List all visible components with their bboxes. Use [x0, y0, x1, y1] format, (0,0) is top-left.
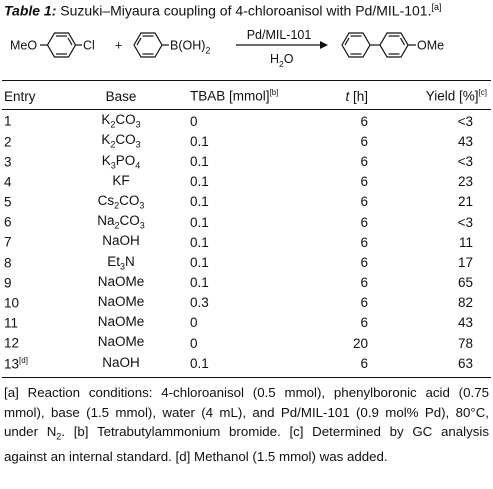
- solvent-label: [270, 52, 294, 69]
- base-subscript-1: 3: [110, 160, 116, 171]
- header-time: [308, 81, 368, 111]
- cell-entry: [0, 212, 66, 232]
- entry-number: 4: [4, 174, 12, 190]
- table-bottom-rule: [2, 377, 491, 378]
- product-ome-label: OMe: [417, 38, 445, 53]
- footnote-a-end: .: [61, 424, 74, 439]
- base-part-1: K: [101, 152, 111, 168]
- footnote-a-subscript: 2: [56, 431, 62, 442]
- table-row: [0, 192, 493, 212]
- cell-base: [66, 252, 176, 272]
- entry-number: 5: [4, 194, 12, 210]
- footnote-d-mark: [d]: [175, 449, 191, 465]
- base-part-1: NaOMe: [97, 273, 145, 289]
- catalyst-label: Pd/MIL-101: [246, 28, 312, 42]
- solvent-o: O: [283, 52, 294, 66]
- arrow-head-icon: [320, 41, 328, 49]
- base-part-1: NaOH: [102, 233, 140, 249]
- base-part-1: K: [101, 112, 111, 128]
- reactant2-boron-label: [170, 39, 210, 56]
- footnote-b-mark: [b]: [73, 424, 89, 439]
- solvent-subscript: 2: [279, 59, 284, 69]
- base-subscript-2: 4: [135, 160, 141, 171]
- cell-base: [66, 212, 176, 232]
- cell-entry: [0, 313, 66, 333]
- footnote-b-text: Tetrabutylammonium bromide.: [88, 424, 290, 439]
- cell-base: [66, 172, 176, 192]
- table-row: [0, 333, 493, 353]
- reactant1-meo-label: MeO: [10, 38, 38, 53]
- boronic-acid-text: B(OH): [170, 38, 206, 53]
- cell-tbab: 0.1: [190, 234, 209, 250]
- cell-tbab: 0.1: [190, 275, 209, 291]
- results-table: [0, 81, 493, 373]
- entry-footnote-mark: [d]: [19, 355, 28, 365]
- base-part-2: CO: [119, 213, 140, 229]
- cell-tbab: 0.1: [190, 153, 209, 169]
- cell-yield: 11: [458, 234, 473, 250]
- table-header-row: [0, 81, 493, 111]
- cell-entry: [0, 273, 66, 293]
- cell-entry: [0, 293, 66, 313]
- entry-number: 13: [4, 356, 20, 372]
- footnote-a-mark: [a]: [4, 385, 19, 400]
- base-subscript-2: 3: [139, 220, 145, 231]
- benzene-ring-reactant1: [48, 33, 76, 57]
- base-part-1: KF: [112, 172, 130, 188]
- cell-tbab: 0.3: [190, 295, 209, 311]
- cell-time: 6: [360, 234, 368, 250]
- cell-time: 6: [360, 174, 368, 190]
- table-row: [0, 273, 493, 293]
- cell-time: 6: [360, 254, 368, 270]
- cell-base: [66, 273, 176, 293]
- entry-number: 6: [4, 214, 12, 230]
- header-yield: [368, 81, 493, 111]
- base-part-1: K: [101, 132, 111, 148]
- benzene-ring-product-1: [342, 33, 370, 57]
- cell-time: 6: [360, 295, 368, 311]
- header-entry: Entry: [4, 88, 36, 104]
- entry-number: 9: [4, 275, 12, 291]
- cell-yield: 43: [457, 133, 473, 149]
- footnote-d-text: Methanol (1.5 mmol) was added.: [190, 449, 388, 465]
- entry-number: 8: [4, 255, 12, 271]
- cell-time: 20: [352, 335, 368, 351]
- table-row: [0, 313, 493, 333]
- entry-number: 1: [4, 113, 12, 129]
- header-base: Base: [105, 88, 137, 104]
- table-row: [0, 131, 493, 151]
- caption-label: Table 1:: [4, 2, 57, 19]
- cell-time: 6: [360, 113, 368, 129]
- cell-base: [66, 131, 176, 151]
- boronic-acid-subscript: 2: [205, 45, 211, 56]
- cell-base: [66, 313, 176, 333]
- cell-time: 6: [360, 214, 368, 230]
- table-row: [0, 293, 493, 313]
- footnote-c-mark: [c]: [289, 424, 304, 439]
- cell-tbab: 0.1: [190, 133, 209, 149]
- table-row: [0, 172, 493, 192]
- cell-tbab: 0: [190, 315, 198, 331]
- base-subscript-1: 2: [110, 119, 116, 130]
- table-row: [0, 232, 493, 252]
- cell-base: [66, 232, 176, 252]
- base-subscript-1: 2: [110, 140, 116, 151]
- cell-entry: [0, 131, 66, 151]
- cell-yield: 23: [457, 174, 473, 190]
- entry-number: 7: [4, 234, 12, 250]
- base-subscript-1: 2: [114, 220, 120, 231]
- table-body: [0, 111, 493, 373]
- base-part-1: Et: [107, 253, 120, 269]
- base-part-1: Na: [97, 213, 115, 229]
- base-part-2: CO: [119, 193, 140, 208]
- base-part-1: NaOMe: [97, 293, 145, 309]
- benzene-ring-product-2: [380, 33, 408, 57]
- header-time-variable: t: [345, 88, 350, 104]
- cell-yield: 65: [457, 275, 473, 291]
- cell-yield: 43: [457, 315, 473, 331]
- base-part-1: NaOMe: [97, 334, 145, 350]
- cell-yield: 82: [457, 295, 473, 311]
- cell-entry: [0, 333, 66, 353]
- base-part-2: PO: [115, 152, 136, 168]
- table-caption: [4, 2, 442, 19]
- cell-base: [66, 293, 176, 313]
- entry-number: 11: [4, 315, 19, 331]
- entry-number: 10: [4, 295, 20, 311]
- cell-base: [66, 353, 176, 373]
- cell-time: 6: [360, 315, 368, 331]
- header-time-unit: [h]: [349, 88, 368, 104]
- cell-entry: [0, 172, 66, 192]
- base-subscript-2: 3: [135, 119, 141, 130]
- cell-entry: [0, 111, 66, 131]
- cell-base: [66, 111, 176, 131]
- table-footnotes: [4, 383, 489, 467]
- footnote-c-text: Determined by GC analysis against an internal standard.: [4, 424, 489, 465]
- header-yield-text: Yield [%]: [425, 88, 479, 104]
- cell-tbab: 0.1: [190, 194, 209, 210]
- entry-number: 12: [4, 335, 20, 351]
- benzene-ring-reactant2: [134, 33, 162, 57]
- table-row: [0, 252, 493, 272]
- reaction-scheme: [0, 24, 493, 80]
- cell-base: [66, 192, 176, 212]
- cell-yield: 63: [457, 355, 473, 371]
- table-row: [0, 212, 493, 232]
- plus-sign: +: [115, 38, 123, 53]
- cell-tbab: 0.1: [190, 254, 209, 270]
- cell-yield: 21: [457, 194, 473, 210]
- header-tbab-text: TBAB [mmol]: [190, 88, 270, 104]
- cell-time: 6: [360, 275, 368, 291]
- cell-yield: 78: [457, 335, 473, 351]
- base-subscript-1: 3: [120, 261, 126, 272]
- base-part-2: CO: [115, 132, 136, 148]
- cell-base: [66, 151, 176, 171]
- table-row: [0, 111, 493, 131]
- base-subscript-2: 3: [135, 140, 141, 151]
- base-part-2: N: [125, 253, 135, 269]
- base-part-2: CO: [115, 112, 136, 128]
- caption-footnote-mark: [a]: [431, 2, 442, 12]
- cell-entry: [0, 192, 66, 212]
- footnote-a-text: Reaction conditions: 4-chloroanisol (0.5 mmol), phenylboronic acid (0.75 mmol), base (1.5 mmol), water (4 mL), and Pd/MIL-101 (0.9 mol% Pd), 80°C, under N: [4, 385, 489, 439]
- cell-yield: <3: [457, 113, 473, 129]
- header-yield-mark: [c]: [478, 88, 487, 98]
- table-row: [0, 353, 493, 373]
- cell-tbab: 0: [190, 335, 198, 351]
- entry-number: 3: [4, 154, 12, 170]
- cell-yield: <3: [457, 153, 473, 169]
- header-tbab-mark: [b]: [269, 88, 279, 98]
- table-row: [0, 151, 493, 171]
- cell-time: 6: [360, 153, 368, 169]
- cell-entry: [0, 232, 66, 252]
- reaction-scheme-drawing: [0, 24, 493, 80]
- cell-time: 6: [360, 194, 368, 210]
- base-subscript-2: 3: [139, 200, 145, 211]
- cell-tbab: 0.1: [190, 355, 209, 371]
- cell-yield: <3: [457, 214, 473, 230]
- reactant1-cl-label: Cl: [83, 38, 95, 53]
- entry-number: 2: [4, 134, 12, 150]
- cell-yield: 17: [457, 254, 473, 270]
- table-header-rule: [2, 109, 491, 110]
- cell-entry: [0, 252, 66, 272]
- base-part-1: NaOH: [102, 354, 140, 370]
- cell-tbab: 0: [190, 113, 198, 129]
- cell-time: 6: [360, 133, 368, 149]
- base-part-1: Cs: [97, 193, 115, 208]
- header-tbab: [176, 81, 308, 111]
- cell-time: 6: [360, 355, 368, 371]
- cell-entry: [0, 353, 66, 373]
- cell-base: [66, 333, 176, 353]
- caption-text: Suzuki–Miyaura coupling of 4-chloroanisol with Pd/MIL-101.: [60, 2, 432, 19]
- cell-entry: [0, 151, 66, 171]
- base-subscript-1: 2: [114, 200, 120, 211]
- solvent-h: H: [270, 52, 280, 66]
- cell-tbab: 0.1: [190, 174, 209, 190]
- base-part-1: NaOMe: [97, 314, 145, 330]
- cell-tbab: 0.1: [190, 214, 209, 230]
